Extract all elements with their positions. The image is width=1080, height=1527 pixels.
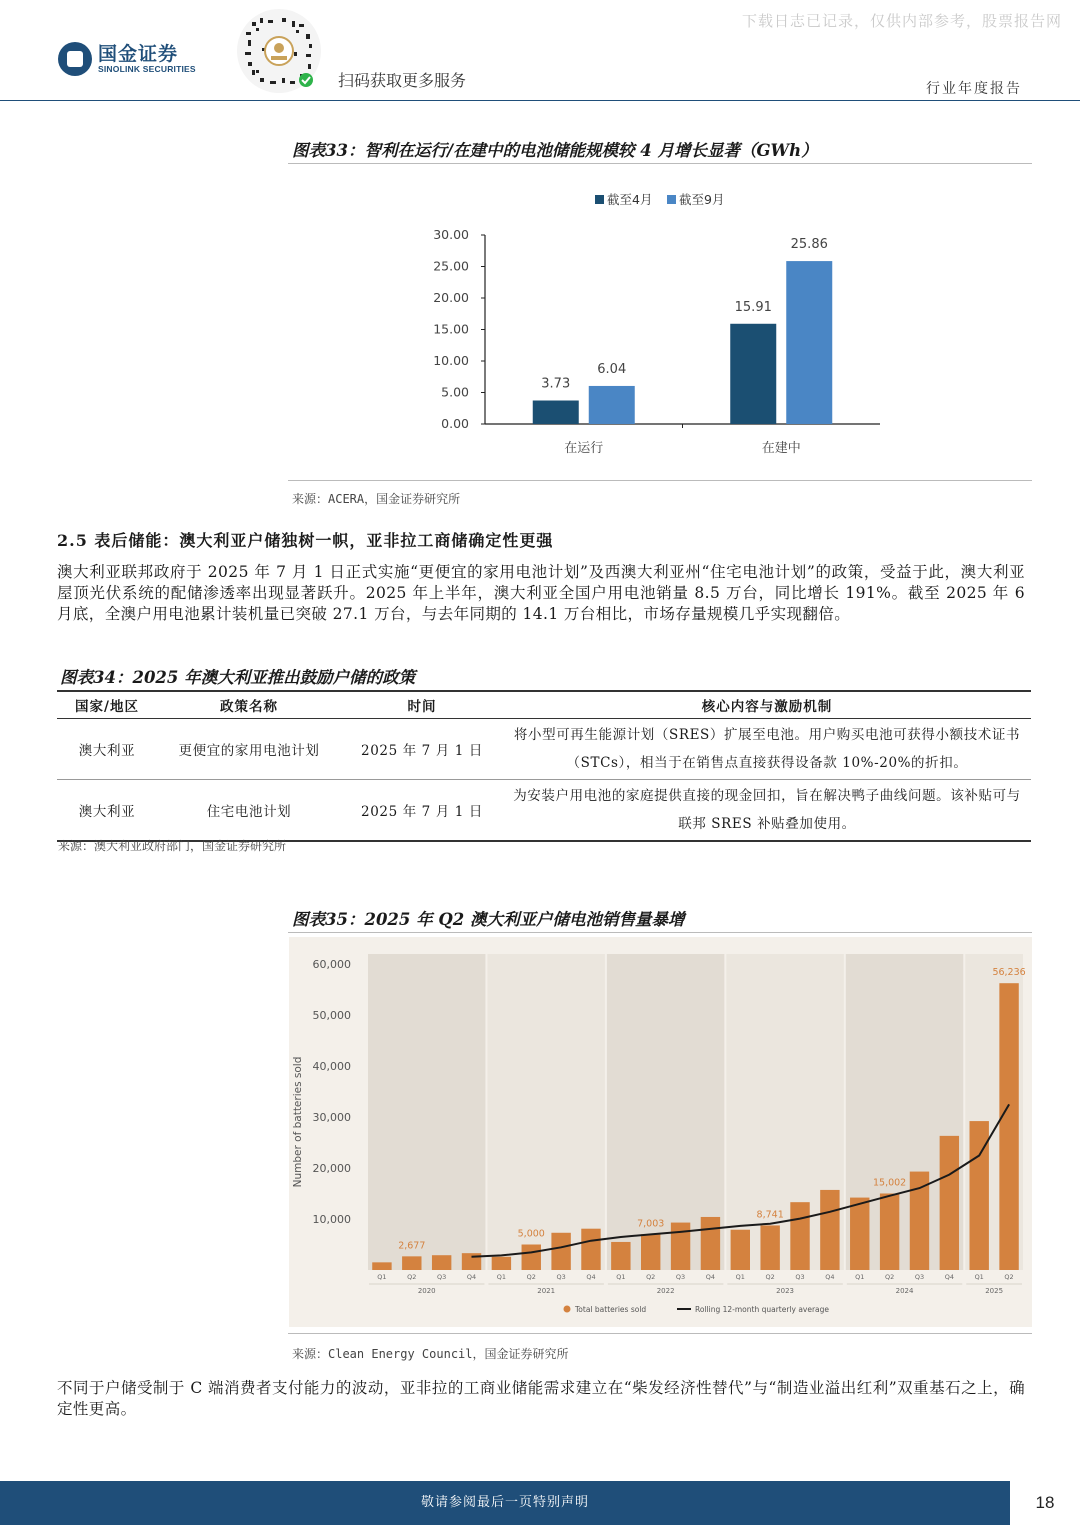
bar — [910, 1172, 929, 1270]
legend-label: 截至4月 — [607, 192, 653, 207]
figure-33-rule — [288, 163, 1032, 164]
year-band — [487, 954, 604, 1270]
table-cell: 澳大利亚 — [57, 780, 157, 842]
bar — [492, 1257, 511, 1270]
quarter-label: Q1 — [974, 1273, 984, 1281]
quarter-label: Q3 — [437, 1273, 447, 1281]
logo-mark-icon — [58, 42, 92, 76]
y-tick-label: 25.00 — [433, 258, 469, 274]
bar — [522, 1245, 541, 1271]
legend-label: Rolling 12-month quarterly average — [695, 1305, 830, 1314]
quarter-label: Q1 — [496, 1273, 507, 1281]
y-tick-label: 60,000 — [312, 958, 351, 971]
quarter-label: Q2 — [884, 1273, 895, 1281]
data-label: 15.91 — [734, 299, 772, 315]
quarter-label: Q1 — [377, 1273, 387, 1281]
bar — [790, 1202, 809, 1270]
figure-33-chart — [290, 180, 1030, 470]
table-cell: 住宅电池计划 — [157, 780, 341, 842]
quarter-label: Q2 — [526, 1273, 536, 1281]
year-label: 2024 — [895, 1287, 914, 1295]
chart-legend — [595, 192, 724, 207]
y-tick-label: 15.00 — [433, 321, 469, 337]
figure-34-title: 图表34：2025 年澳大利亚推出鼓励户储的政策 — [60, 668, 416, 687]
table-row — [57, 780, 1031, 842]
bar — [581, 1229, 600, 1270]
y-axis-label: Number of batteries sold — [292, 1056, 304, 1188]
year-label: 2022 — [656, 1287, 675, 1295]
y-tick-label: 40,000 — [312, 1060, 351, 1073]
quarter-label: Q4 — [825, 1273, 835, 1281]
page-number: 18 — [1035, 1493, 1055, 1512]
y-tick-label: 5.00 — [441, 384, 469, 400]
table-cell: 澳大利亚 — [57, 719, 157, 780]
year-label: 2025 — [985, 1287, 1004, 1295]
x-tick-label: 在建中 — [761, 441, 801, 456]
table-cell: 2025 年 7 月 1 日 — [341, 780, 503, 842]
legend-swatch — [667, 195, 676, 204]
year-label: 2023 — [776, 1287, 795, 1295]
table-header: 核心内容与激励机制 — [503, 691, 1031, 719]
bar — [820, 1190, 839, 1270]
legend-label: 截至9月 — [679, 192, 725, 207]
bar — [760, 1225, 779, 1270]
quarter-label: Q3 — [914, 1273, 925, 1281]
table-cell: 将小型可再生能源计划（SRES）扩展至电池。用户购买电池可获得小额技术证书（STCs），相当于在销售点直接获得设备款 10%-20%的折扣。 — [503, 719, 1031, 780]
header-divider — [0, 100, 1080, 101]
table-cell: 更便宜的家用电池计划 — [157, 719, 341, 780]
figure-33-title: 图表33：智利在运行/在建中的电池储能规模较 4 月增长显著（GWh） — [292, 141, 818, 160]
logo-text-en: SINOLINK SECURITIES — [98, 64, 196, 74]
quarter-label: Q3 — [675, 1273, 686, 1281]
bar — [786, 261, 832, 424]
closing-paragraph: 不同于户储受制于 C 端消费者支付能力的波动，亚非拉的工商业储能需求建立在“柴发经济性替代”与“制造业溢出红利”双重基石之上，确定性更高。 — [57, 1379, 1025, 1418]
figure-35-source: 来源：Clean Energy Council，国金证券研究所 — [292, 1347, 569, 1361]
figure-35-chart — [289, 937, 1032, 1327]
data-label: 6.04 — [597, 361, 627, 377]
quarter-label: Q2 — [646, 1273, 656, 1281]
year-label: 2020 — [417, 1287, 436, 1295]
bar — [940, 1136, 959, 1270]
figure-35-title: 图表35：2025 年 Q2 澳大利亚户储电池销售量暴增 — [292, 910, 685, 929]
quarter-label: Q2 — [765, 1273, 775, 1281]
report-type-label: 行业年度报告 — [926, 81, 1022, 97]
quarter-label: Q1 — [855, 1273, 865, 1281]
section-heading: 2.5 表后储能：澳大利亚户储独树一帜，亚非拉工商储确定性更强 — [57, 531, 554, 550]
table-header-row — [57, 691, 1031, 719]
chart-bars — [533, 237, 833, 424]
data-label: 56,236 — [992, 967, 1026, 979]
y-tick-label: 30.00 — [433, 227, 469, 242]
bar — [641, 1234, 660, 1270]
data-label: 25.86 — [790, 237, 828, 253]
qr-code-icon — [236, 8, 322, 94]
legend-label: Total batteries sold — [575, 1305, 647, 1314]
bar — [402, 1256, 421, 1270]
bar — [701, 1217, 720, 1270]
y-tick-label: 0.00 — [441, 416, 469, 431]
bar — [730, 324, 776, 424]
bar — [611, 1242, 630, 1270]
bar — [533, 401, 579, 424]
bar — [551, 1233, 570, 1270]
quarter-label: Q3 — [556, 1273, 566, 1281]
y-tick-label: 30,000 — [312, 1111, 351, 1124]
quarter-label: Q2 — [1004, 1273, 1014, 1281]
bar — [671, 1223, 690, 1270]
quarter-label: Q4 — [944, 1273, 954, 1281]
year-band — [368, 954, 485, 1270]
figure-33-bottom-rule — [288, 480, 1032, 481]
figure-34-source: 来源：澳大利亚政府部门，国金证券研究所 — [58, 839, 287, 853]
y-tick-label: 50,000 — [312, 1009, 351, 1022]
data-label: 3.73 — [541, 376, 571, 392]
footer-notice: 敬请参阅最后一页特别声明 — [420, 1495, 589, 1510]
y-tick-label: 20.00 — [433, 290, 469, 305]
watermark-text: 下载日志已记录，仅供内部参考，股票报告网 — [741, 12, 1062, 30]
company-logo — [58, 42, 196, 76]
y-tick-label: 20,000 — [312, 1162, 351, 1175]
table-cell: 为安装户用电池的家庭提供直接的现金回扣，旨在解决鸭子曲线问题。该补贴可与联邦 SRES 补贴叠加使用。 — [503, 780, 1031, 842]
data-label: 7,003 — [637, 1218, 665, 1230]
quarter-label: Q3 — [795, 1273, 805, 1281]
legend-swatch — [595, 195, 604, 204]
quarter-label: Q4 — [466, 1273, 477, 1281]
table-header: 国家/地区 — [57, 691, 157, 719]
figure-35-rule — [288, 932, 1032, 933]
bar — [589, 386, 635, 424]
data-label: 2,677 — [398, 1240, 426, 1252]
data-label: 5,000 — [517, 1228, 545, 1240]
y-tick-label: 10,000 — [312, 1213, 351, 1226]
figure-33-source: 来源：ACERA，国金证券研究所 — [292, 492, 461, 506]
bar — [372, 1262, 391, 1270]
bar — [999, 983, 1018, 1270]
legend-swatch — [564, 1306, 571, 1313]
quarter-label: Q1 — [735, 1273, 745, 1281]
chart-legend — [564, 1305, 830, 1314]
table-cell: 2025 年 7 月 1 日 — [341, 719, 503, 780]
figure-35-bottom-rule — [288, 1333, 1032, 1334]
quarter-label: Q2 — [407, 1273, 417, 1281]
bar — [731, 1230, 750, 1270]
year-label: 2021 — [537, 1287, 556, 1295]
table-header: 政策名称 — [157, 691, 341, 719]
logo-text-cn: 国金证券 — [98, 43, 179, 65]
table-header: 时间 — [341, 691, 503, 719]
quarter-label: Q1 — [616, 1273, 626, 1281]
table-row — [57, 719, 1031, 780]
policy-table — [57, 690, 1031, 842]
section-paragraph: 澳大利亚联邦政府于 2025 年 7 月 1 日正式实施“更便宜的家用电池计划”及西澳大利亚州“住宅电池计划”的政策，受益于此，澳大利亚屋顶光伏系统的配储渗透率出现显著跃升。2025 年上半年，澳大利亚全国户用电池销量 8.5 万台，同比增长 191%。截至 2025 年 6 月底，全澳户用电池累计装机量已突破 27.1 万台，与去年同期的 14.1 万台相比，市场存量规模几乎实现翻倍。 — [57, 563, 1025, 623]
bar — [880, 1193, 899, 1270]
quarter-label: Q4 — [586, 1273, 596, 1281]
data-label: 8,741 — [756, 1209, 784, 1221]
data-label: 15,002 — [872, 1177, 907, 1189]
bar — [850, 1198, 869, 1270]
scan-qr-caption: 扫码获取更多服务 — [338, 71, 467, 90]
quarter-label: Q4 — [705, 1273, 716, 1281]
bar — [432, 1255, 451, 1270]
y-tick-label: 10.00 — [433, 353, 469, 368]
x-tick-label: 在运行 — [564, 441, 604, 456]
